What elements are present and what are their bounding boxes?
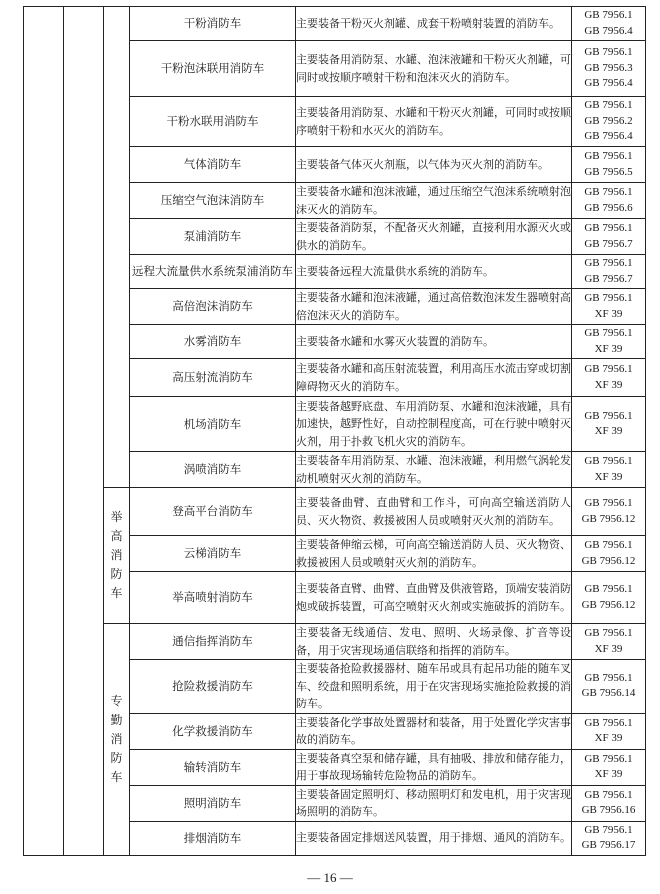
- vehicle-name: 照明消防车: [130, 785, 296, 821]
- standard-code: GB 7956.12: [581, 554, 636, 567]
- standard-code: GB 7956.17: [581, 839, 636, 851]
- vehicle-name: 涡喷消防车: [130, 452, 296, 488]
- vehicle-description: 主要装备无线通信、发电、照明、火场录像、扩音等设备，用于灾害现场通信联络和指挥的消防车。: [296, 624, 572, 660]
- vehicle-name: 高压射流消防车: [130, 359, 296, 397]
- standard-code: GB 7956.16: [581, 804, 636, 816]
- standard-code: GB 7956.1: [584, 99, 633, 112]
- standard-code: GB 7956.1: [584, 150, 633, 162]
- standard-code: GB 7956.1: [584, 327, 633, 339]
- vehicle-description: 主要装备越野底盘、车用消防泵、水罐和泡沫液罐，具有加速快，越野性好，自动控制程度高，可在行驶中喷射灭火剂，用于扑救飞机火灾的消防车。: [296, 397, 572, 452]
- standard-code: GB 7956.1: [584, 186, 633, 198]
- standard-code: XF 39: [594, 342, 623, 355]
- vehicle-name: 远程大流量供水系统泵浦消防车: [130, 255, 296, 289]
- subcategory-label: [104, 7, 130, 488]
- vehicle-name: 干粉消防车: [130, 7, 296, 41]
- standard-codes: [572, 219, 646, 255]
- vehicle-name: 压缩空气泡沫消防车: [130, 183, 296, 219]
- standard-code: GB 7956.1: [584, 716, 633, 729]
- vehicle-description: 主要装备抢险救援器材、随车吊或具有起吊功能的随车叉车、绞盘和照明系统，用于在灾害现场实施抢险救援的消防车。: [296, 660, 572, 714]
- standard-code: GB 7956.1: [584, 409, 633, 422]
- vehicle-description: 主要装备干粉灭火剂罐、成套干粉喷射装置的消防车。: [296, 7, 572, 41]
- standard-code: XF 39: [594, 470, 623, 483]
- vehicle-description: 主要装备真空泵和储存罐，具有抽吸、排放和储存能力，用于事故现场输转危险物品的消防车。: [296, 749, 572, 785]
- standard-code: GB 7956.1: [584, 788, 633, 801]
- standard-code: GB 7956.12: [581, 512, 636, 525]
- standard-codes: [572, 325, 646, 359]
- vehicle-description: 主要装备气体灭火剂瓶，以气体为灭火剂的消防车。: [296, 147, 572, 183]
- standard-code: GB 7956.4: [584, 24, 633, 37]
- standard-code: XF 39: [594, 307, 623, 320]
- standard-code: GB 7956.4: [584, 77, 633, 90]
- standard-code: XF 39: [594, 378, 623, 391]
- standard-code: GB 7956.1: [584, 583, 633, 595]
- standard-code: GB 7956.1: [584, 823, 633, 836]
- standard-code: GB 7956.1: [584, 497, 633, 509]
- standard-code: GB 7956.2: [584, 114, 633, 127]
- vehicle-name: 干粉泡沫联用消防车: [130, 41, 296, 97]
- vehicle-name: 排烟消防车: [130, 821, 296, 855]
- standard-codes: [572, 785, 646, 821]
- vehicle-description: 主要装备水罐和泡沫液罐，通过高倍数泡沫发生器喷射高倍泡沫灭火的消防车。: [296, 289, 572, 325]
- standard-code: XF 39: [594, 768, 623, 780]
- subcategory-label: 举 高 消 防 车: [104, 488, 130, 624]
- standard-code: GB 7956.1: [584, 539, 633, 551]
- standard-code: GB 7956.1: [584, 222, 633, 234]
- vehicle-name: 水雾消防车: [130, 325, 296, 359]
- vehicle-name: 登高平台消防车: [130, 488, 296, 536]
- vehicle-name: 抢险救援消防车: [130, 660, 296, 714]
- standard-codes: [572, 289, 646, 325]
- standard-codes: [572, 572, 646, 624]
- vehicle-name: 云梯消防车: [130, 536, 296, 572]
- vehicle-description: 主要装备水罐和水雾灭火装置的消防车。: [296, 325, 572, 359]
- vehicle-description: 主要装备固定排烟送风装置，用于排烟、通风的消防车。: [296, 821, 572, 855]
- vehicle-name: 举高喷射消防车: [130, 572, 296, 624]
- vehicle-name: 干粉水联用消防车: [130, 97, 296, 147]
- standard-code: GB 7956.1: [584, 9, 633, 21]
- vehicle-name: 输转消防车: [130, 749, 296, 785]
- category-column: [64, 7, 104, 856]
- vehicle-description: 主要装备远程大流量供水系统的消防车。: [296, 255, 572, 289]
- vehicle-name: 泵浦消防车: [130, 219, 296, 255]
- standard-code: GB 7956.1: [584, 627, 633, 639]
- standard-code: GB 7956.7: [584, 237, 633, 250]
- standard-codes: [572, 452, 646, 488]
- standard-code: XF 39: [594, 425, 623, 437]
- standard-code: GB 7956.1: [584, 363, 633, 375]
- vehicle-spec-table: [23, 6, 646, 856]
- vehicle-name: 通信指挥消防车: [130, 624, 296, 660]
- standard-codes: [572, 536, 646, 572]
- vehicle-name: 气体消防车: [130, 147, 296, 183]
- standard-code: GB 7956.12: [581, 598, 636, 611]
- standard-codes: [572, 821, 646, 855]
- standard-codes: [572, 147, 646, 183]
- vehicle-name: 高倍泡沫消防车: [130, 289, 296, 325]
- vehicle-description: 主要装备化学事故处置器材和装备，用于处置化学灾害事故的消防车。: [296, 713, 572, 749]
- standard-codes: [572, 488, 646, 536]
- vehicle-description: 主要装备车用消防泵、水罐、泡沫液罐，利用燃气涡轮发动机喷射灭火剂的消防车。: [296, 452, 572, 488]
- standard-code: GB 7956.6: [584, 201, 633, 214]
- category-column: [24, 7, 64, 856]
- standard-code: GB 7956.1: [584, 671, 633, 684]
- standard-codes: [572, 7, 646, 41]
- subcategory-label: 专 勤 消 防 车: [104, 624, 130, 856]
- vehicle-description: 主要装备用消防泵、水罐、泡沫液罐和干粉灭火剂罐，可同时或按顺序喷射干粉和泡沫灭火的消防车。: [296, 41, 572, 97]
- page-number: — 16 —: [307, 870, 353, 885]
- vehicle-name: 化学救援消防车: [130, 713, 296, 749]
- standard-codes: [572, 397, 646, 452]
- standard-code: GB 7956.4: [584, 130, 633, 143]
- vehicle-description: 主要装备曲臂、直曲臂和工作斗，可向高空输送消防人员、灭火物资、救援被困人员或喷射灭火剂的消防车。: [296, 488, 572, 536]
- standard-code: GB 7956.1: [584, 46, 633, 59]
- standard-codes: [572, 41, 646, 97]
- standard-code: GB 7956.1: [584, 455, 633, 467]
- vehicle-name: 机场消防车: [130, 397, 296, 452]
- standard-codes: [572, 359, 646, 397]
- table-row: [24, 624, 646, 660]
- vehicle-description: 主要装备消防泵，不配备灭火剂罐，直接利用水源灭火或供水的消防车。: [296, 219, 572, 255]
- vehicle-description: 主要装备用消防泵、水罐和干粉灭火剂罐，可同时或按顺序喷射干粉和水灭火的消防车。: [296, 97, 572, 147]
- standard-code: GB 7956.1: [584, 752, 633, 765]
- vehicle-description: 主要装备水罐和泡沫液罐，通过压缩空气泡沫系统喷射泡沫灭火的消防车。: [296, 183, 572, 219]
- vehicle-description: 主要装备固定照明灯、移动照明灯和发电机，用于灾害现场照明的消防车。: [296, 785, 572, 821]
- standard-codes: [572, 255, 646, 289]
- table-row: [24, 7, 646, 41]
- vehicle-description: 主要装备直臂、曲臂、直曲臂及供液管路，顶端安装消防炮或破拆装置，可高空喷射灭火剂或实施破拆的消防车。: [296, 572, 572, 624]
- vehicle-description: 主要装备伸缩云梯，可向高空输送消防人员、灭火物资、救援被困人员或喷射灭火剂的消防车。: [296, 536, 572, 572]
- standard-code: XF 39: [594, 732, 623, 744]
- standard-code: GB 7956.7: [584, 272, 633, 285]
- standard-codes: [572, 624, 646, 660]
- standard-codes: [572, 97, 646, 147]
- standard-codes: [572, 183, 646, 219]
- standard-code: GB 7956.1: [584, 292, 633, 304]
- standard-code: GB 7956.3: [584, 61, 633, 74]
- standard-code: XF 39: [594, 642, 623, 655]
- standard-code: GB 7956.14: [581, 687, 636, 700]
- standard-codes: [572, 713, 646, 749]
- table-row: [24, 488, 646, 536]
- spec-table-body: [24, 7, 646, 856]
- standard-code: GB 7956.5: [584, 165, 633, 178]
- standard-code: GB 7956.1: [584, 257, 633, 269]
- standard-codes: [572, 660, 646, 714]
- vehicle-description: 主要装备水罐和高压射流装置，利用高压水流击穿或切割障碍物灭火的消防车。: [296, 359, 572, 397]
- standard-codes: [572, 749, 646, 785]
